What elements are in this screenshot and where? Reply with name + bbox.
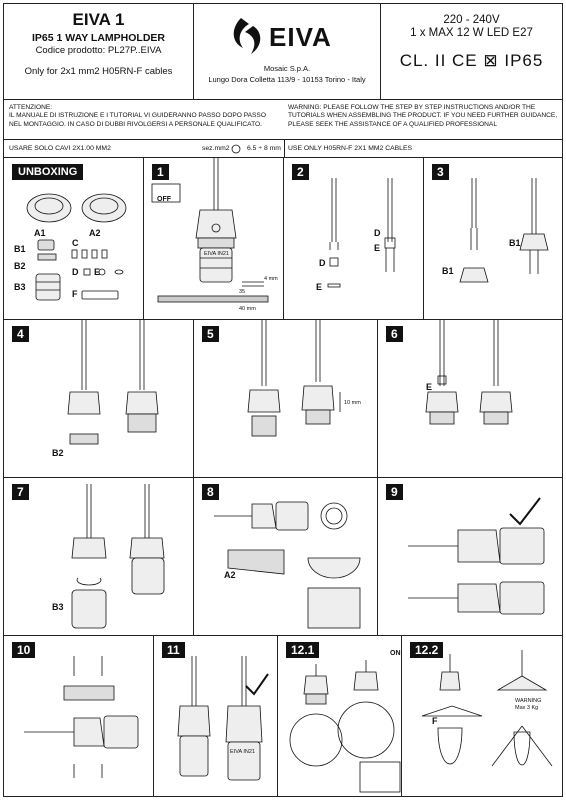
- step-2-label-d1: D: [319, 258, 326, 268]
- panel-step-10: [4, 636, 154, 796]
- step-12-2-label-f: F: [432, 716, 438, 726]
- step-2-number: 2: [292, 164, 309, 180]
- step-4-illustration: [4, 320, 194, 478]
- cable-en: USE ONLY H05RN-F 2X1 MM2 CABLES: [288, 145, 413, 152]
- step-12-2-max-weight: Max 3 Kg: [515, 705, 539, 711]
- step-8-illustration: [194, 478, 378, 636]
- company-name: Mosaic S.p.A.: [263, 64, 311, 73]
- certifications: CL. II CE ⊠ IP65: [399, 51, 544, 70]
- step-3-label-b1a: B1: [442, 266, 454, 276]
- voltage: 220 - 240V: [443, 14, 500, 26]
- label-b3: B3: [14, 282, 26, 292]
- panel-step-12-2: [402, 636, 562, 796]
- cable-note: Only for 2x1 mm2 H05RN-F cables: [24, 66, 173, 77]
- step-4-number: 4: [12, 326, 29, 342]
- unboxing-title: UNBOXING: [12, 164, 83, 180]
- step-6-number: 6: [386, 326, 403, 342]
- label-e: E: [94, 267, 101, 277]
- label-d: D: [72, 267, 79, 277]
- check-icon: [246, 674, 268, 694]
- step-8-label-a2: A2: [224, 570, 236, 580]
- section-label: sez.mm2: [202, 145, 230, 152]
- step-6-label-e: E: [426, 382, 433, 392]
- panel-step-4: [4, 320, 194, 478]
- warnings: [4, 100, 562, 140]
- label-c: C: [72, 238, 79, 248]
- step-11-label: EIVA IN21: [230, 749, 255, 755]
- model-name: IP65 1 WAY LAMPHOLDER: [31, 32, 166, 44]
- panel-step-3: [424, 158, 562, 320]
- step-7-illustration: [4, 478, 194, 636]
- step-1-number: 1: [152, 164, 169, 180]
- warning-italian: ATTENZIONE: IL MANUALE DI ISTRUZIONE E I TUTORIAL VI GUIDERANNO PASSO DOPO PASSO NEL MONTAGGIO. IN CASO DI DUBBI RIVOLGERSI A PERSONALE QUALIFICATO.: [9, 104, 266, 128]
- step-2-label-e2: E: [374, 243, 381, 253]
- panel-step-2: [284, 158, 424, 320]
- step-9-illustration: [378, 478, 562, 636]
- cable-diameter: 6.5 ÷ 8 mm: [247, 145, 281, 152]
- step-12-1-illustration: [278, 636, 402, 796]
- step-12-2-number: 12.2: [410, 642, 443, 658]
- panel-step-5: [194, 320, 378, 478]
- step-5-illustration: [194, 320, 378, 478]
- step-3-illustration: [424, 158, 562, 320]
- step-5-dim: 10 mm: [344, 400, 361, 406]
- step-3-label-b1b: B1: [509, 238, 521, 248]
- warning-english: WARNING: PLEASE FOLLOW THE STEP BY STEP INSTRUCTIONS AND/OR THE TUTORIALS WHEN ASSEMBLING THE PRODUCT. IF YOU NEED FURTHER GUIDANCE, PLEASE SEEK THE ASSISTANCE OF A QUALIFIED PROFESSIONAL: [288, 104, 558, 128]
- company-address: Lungo Dora Colletta 113/9 - 10153 Torino - Italy: [208, 75, 366, 84]
- electrical-specs: [381, 4, 562, 100]
- label-a2: A2: [89, 228, 101, 238]
- panel-step-8: [194, 478, 378, 636]
- step-12-on: ON: [390, 650, 401, 657]
- panel-step-6: [378, 320, 562, 478]
- step-10-number: 10: [12, 642, 35, 658]
- product-info: [4, 4, 194, 100]
- step-7-label-b3: B3: [52, 602, 64, 612]
- panel-step-7: [4, 478, 194, 636]
- step-3-number: 3: [432, 164, 449, 180]
- step-1-label: EIVA IN21: [204, 251, 229, 257]
- step-1-off: OFF: [157, 196, 171, 203]
- step-2-label-e1: E: [316, 282, 323, 292]
- step-12-2-illustration: [402, 636, 562, 796]
- step-4-label-b2: B2: [52, 448, 64, 458]
- step-10-illustration: [4, 636, 154, 796]
- step-12-2-warning: WARNING: [515, 698, 542, 704]
- max-power: 1 x MAX 12 W LED E27: [410, 27, 533, 39]
- logo-text: EIVA: [269, 22, 332, 52]
- panel-unboxing: [4, 158, 144, 320]
- step-6-illustration: [378, 320, 562, 478]
- step-7-number: 7: [12, 484, 29, 500]
- cable-section-icon: [4, 140, 284, 158]
- step-1-illustration: [144, 158, 284, 320]
- step-12-1-number: 12.1: [286, 642, 319, 658]
- company-info: [194, 4, 381, 100]
- instruction-sheet: [3, 3, 563, 797]
- step-1-dim-2: 35: [239, 289, 246, 295]
- step-11-illustration: [154, 636, 278, 796]
- step-1-dim-3: 40 mm: [239, 306, 256, 312]
- cable-divider: [284, 140, 285, 158]
- label-f: F: [72, 289, 78, 299]
- label-b2: B2: [14, 261, 26, 271]
- brand-name: EIVA 1: [72, 10, 125, 29]
- panel-step-9: [378, 478, 562, 636]
- panel-step-1: [144, 158, 284, 320]
- step-5-number: 5: [202, 326, 219, 342]
- label-b1: B1: [14, 244, 26, 254]
- cable-requirements: [4, 140, 562, 158]
- step-2-illustration: [284, 158, 424, 320]
- check-icon: [510, 498, 540, 524]
- header: [4, 4, 562, 100]
- step-11-number: 11: [162, 642, 185, 658]
- panel-step-11: [154, 636, 278, 796]
- product-code: Codice prodotto: PL27P..EIVA: [35, 45, 162, 56]
- cable-it: USARE SOLO CAVI 2X1.00 MM2: [9, 145, 111, 152]
- label-a1: A1: [34, 228, 46, 238]
- step-1-dim-1: 4 mm: [264, 276, 278, 282]
- step-9-number: 9: [386, 484, 403, 500]
- step-2-label-d2: D: [374, 228, 381, 238]
- step-8-number: 8: [202, 484, 219, 500]
- panel-step-12-1: [278, 636, 402, 796]
- eiva-logo: [227, 12, 347, 60]
